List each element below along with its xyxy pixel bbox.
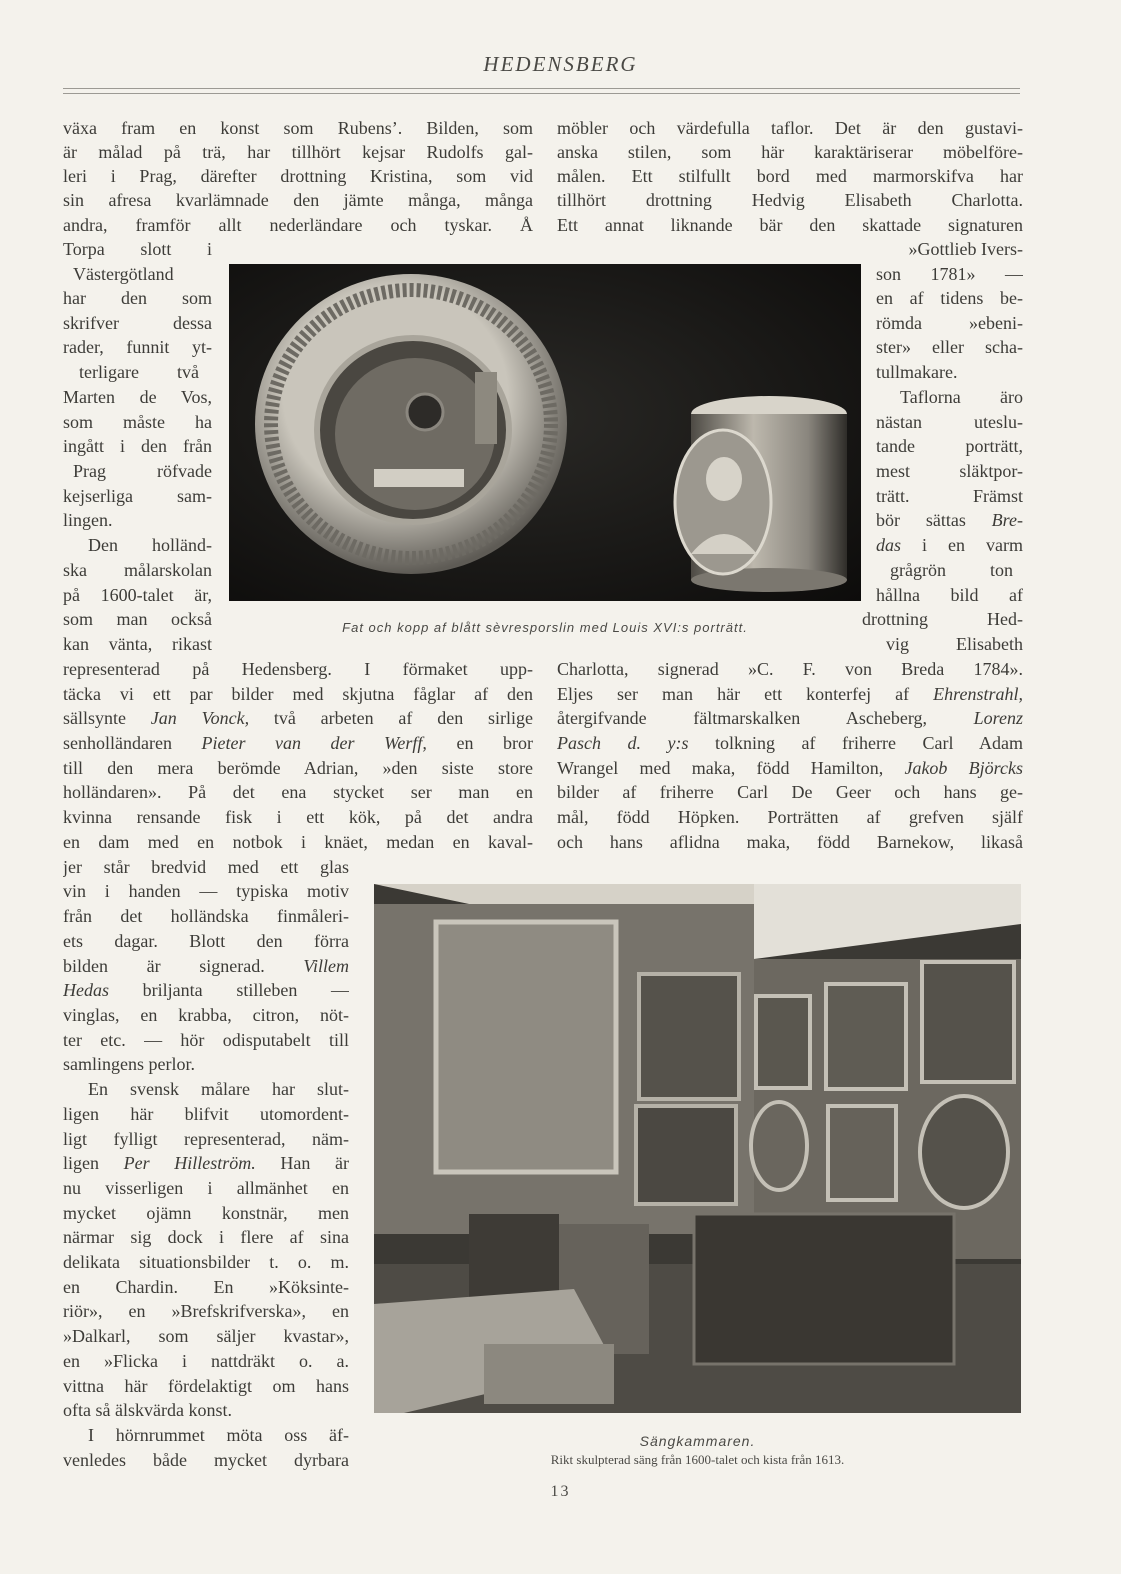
left-bottom-line-14: nu visserligen i allmänhet en (63, 1178, 349, 1198)
right-narrow-line-7: Taflorna äro (900, 387, 1023, 407)
left-top-line-2: är målad på trä, har tillhört kejsar Rudolfs gal- (63, 142, 533, 162)
left-bottom-line-1: jer står bredvid med ett glas (63, 857, 349, 877)
right-top-line-1: möbler och värdefulla taflor. Det är den gustavi- (557, 118, 1023, 138)
left-mid-line-7: kvinna rensande fisk i ett kök, på det andra (63, 807, 533, 827)
left-mid-line-5: till den mera berömde Adrian, »den siste store (63, 758, 533, 778)
left-narrow-line-14: ska målarskolan (63, 560, 212, 580)
right-mid-line-4: Pasch d. y:s tolkning af friherre Carl Adam (557, 733, 1023, 753)
right-narrow-line-12: bör sättas Bre- (876, 510, 1023, 530)
left-narrow-line-12: lingen. (63, 510, 113, 530)
right-narrow-line-9: tande porträtt, (876, 436, 1023, 456)
right-mid-line-5: Wrangel med maka, född Hamilton, Jakob Björcks (557, 758, 1023, 778)
left-bottom-line-2: vin i handen — typiska motiv (63, 881, 349, 901)
left-bottom-line-21: en »Flicka i nattdräkt o. a. (63, 1351, 349, 1371)
left-bottom-line-6: Hedas briljanta stilleben — (63, 980, 349, 1000)
header-rule (63, 88, 1020, 89)
right-top-line-2: anska stilen, som här karaktäriserar möbelföre- (557, 142, 1023, 162)
left-bottom-line-7: vinglas, en krabba, citron, nöt- (63, 1005, 349, 1025)
left-bottom-line-22: vittna här fördelaktigt om hans (63, 1376, 349, 1396)
right-mid-line-7: mål, född Höpken. Porträtten af grefven själf (557, 807, 1023, 827)
left-narrow-line-9: ingått i den från (63, 436, 212, 456)
left-mid-line-3: sällsynte Jan Vonck, två arbeten af den sirlige (63, 708, 533, 728)
left-narrow-line-3: har den som (63, 288, 212, 308)
left-bottom-line-8: ter etc. — hör odisputabelt till (63, 1030, 349, 1050)
left-top-line-5: andra, framför allt nederländare och tyskar. Å (63, 215, 533, 235)
left-narrow-line-17: kan vänta, rikast (63, 634, 212, 654)
right-mid-line-2: Eljes ser man här ett konterfej af Ehrenstrahl, (557, 684, 1023, 704)
left-narrow-line-8: som måste ha (63, 412, 212, 432)
page-number: 13 (550, 1483, 571, 1500)
left-narrow-line-2: Västergötland (73, 264, 174, 284)
left-bottom-line-24: I hörnrummet möta oss äf- (88, 1425, 349, 1445)
right-narrow-line-15: hållna bild af (876, 585, 1023, 605)
left-top-line-3: leri i Prag, därefter drottning Kristina, som vid (63, 166, 533, 186)
left-top-line-4: sin afresa kvarlämnade den jämte många, många (63, 190, 533, 210)
figure-1-caption: Fat och kopp af blått sèvresporslin med Louis XVI:s porträtt. (342, 620, 748, 635)
right-narrow-line-8: nästan uteslu- (876, 412, 1023, 432)
left-narrow-line-10: Prag röfvade (73, 461, 212, 481)
left-bottom-line-25: venledes både mycket dyrbara (63, 1450, 349, 1470)
right-narrow-line-13: das i en varm (876, 535, 1023, 555)
figure-2-caption-title: Sängkammaren. (639, 1433, 756, 1449)
left-bottom-line-17: delikata situationsbilder t. o. m. (63, 1252, 349, 1272)
left-bottom-line-15: mycket ojämn konstnär, men (63, 1203, 349, 1223)
left-narrow-line-11: kejserliga sam- (63, 486, 212, 506)
left-narrow-line-4: skrifver dessa (63, 313, 212, 333)
left-narrow-line-15: på 1600-talet är, (63, 585, 212, 605)
left-mid-line-4: senholländaren Pieter van der Werff, en bror (63, 733, 533, 753)
figure-2-caption-text: Rikt skulpterad säng från 1600-talet och kista från 1613. (550, 1452, 845, 1467)
left-bottom-line-10: En svensk målare har slut- (88, 1079, 349, 1099)
porcelain-photo (229, 264, 861, 601)
left-bottom-line-5: bilden är signerad. Villem (63, 956, 349, 976)
left-narrow-line-13: Den holländ- (88, 535, 212, 555)
left-mid-line-1: representerad på Hedensberg. I förmaket upp- (63, 659, 533, 679)
left-bottom-line-16: närmar sig dock i flere af sina (63, 1227, 349, 1247)
left-narrow-line-6: terligare två (79, 362, 199, 382)
right-narrow-line-11: trätt. Främst (876, 486, 1023, 506)
right-mid-line-3: återgifvande fältmarskalken Ascheberg, Lorenz (557, 708, 1023, 728)
left-bottom-line-13: ligen Per Hilleström. Han är (63, 1153, 349, 1173)
right-mid-line-1: Charlotta, signerad »C. F. von Breda 1784». (557, 659, 1023, 679)
right-narrow-line-5: ster» eller scha- (876, 337, 1023, 357)
left-narrow-line-1: Torpa slott i (63, 239, 212, 259)
right-narrow-line-2: son 1781» — (876, 264, 1023, 284)
right-mid-line-6: bilder af friherre Carl De Geer och hans ge- (557, 782, 1023, 802)
left-bottom-line-12: ligt fylligt representerad, näm- (63, 1129, 349, 1149)
right-narrow-line-6: tullmakare. (876, 362, 958, 382)
right-top-line-3: målen. Ett stilfullt bord med marmorskifva har (557, 166, 1023, 186)
left-narrow-line-5: rader, funnit yt- (63, 337, 212, 357)
left-bottom-line-3: från det holländska finmåleri- (63, 906, 349, 926)
left-bottom-line-19: riör», en »Brefskrifverska», en (63, 1301, 349, 1321)
right-top-line-5: Ett annat liknande bär den skattade signaturen (557, 215, 1023, 235)
right-narrow-line-16: drottning Hed- (862, 609, 1023, 629)
left-bottom-line-11: ligen här blifvit utomordent- (63, 1104, 349, 1124)
right-narrow-line-1: »Gottlieb Ivers- (908, 239, 1023, 259)
left-narrow-line-16: som man också (63, 609, 212, 629)
left-top-line-1: växa fram en konst som Rubens’. Bilden, som (63, 118, 533, 138)
running-title: HEDENSBERG (483, 52, 638, 76)
left-bottom-line-20: »Dalkarl, som säljer kvastar», (63, 1326, 349, 1346)
right-narrow-line-17: vig Elisabeth (886, 634, 1023, 654)
bedchamber-illustration (374, 884, 1021, 1413)
porcelain-illustration (229, 264, 861, 601)
right-top-line-4: tillhört drottning Hedvig Elisabeth Charlotta. (557, 190, 1023, 210)
left-mid-line-2: täcka vi ett par bilder med skjutna fåglar af den (63, 684, 533, 704)
right-narrow-line-3: en af tidens be- (876, 288, 1023, 308)
left-bottom-line-23: ofta så älskvärda konst. (63, 1400, 232, 1420)
left-mid-line-6: holländaren». På det ena stycket ser man en (63, 782, 533, 802)
left-bottom-line-18: en Chardin. En »Köksinte- (63, 1277, 349, 1297)
left-bottom-line-9: samlingens perlor. (63, 1054, 195, 1074)
left-mid-line-8: en dam med en notbok i knäet, medan en kaval- (63, 832, 533, 852)
right-mid-line-8: och hans aflidna maka, född Barnekow, likaså (557, 832, 1023, 852)
right-narrow-line-14: grågrön ton (890, 560, 1013, 580)
right-narrow-line-10: mest släktpor- (876, 461, 1023, 481)
bedchamber-photo (374, 884, 1021, 1413)
left-bottom-line-4: ets dagar. Blott den förra (63, 931, 349, 951)
left-narrow-line-7: Marten de Vos, (63, 387, 212, 407)
right-narrow-line-4: römda »ebeni- (876, 313, 1023, 333)
header-rule-lower (63, 93, 1020, 94)
